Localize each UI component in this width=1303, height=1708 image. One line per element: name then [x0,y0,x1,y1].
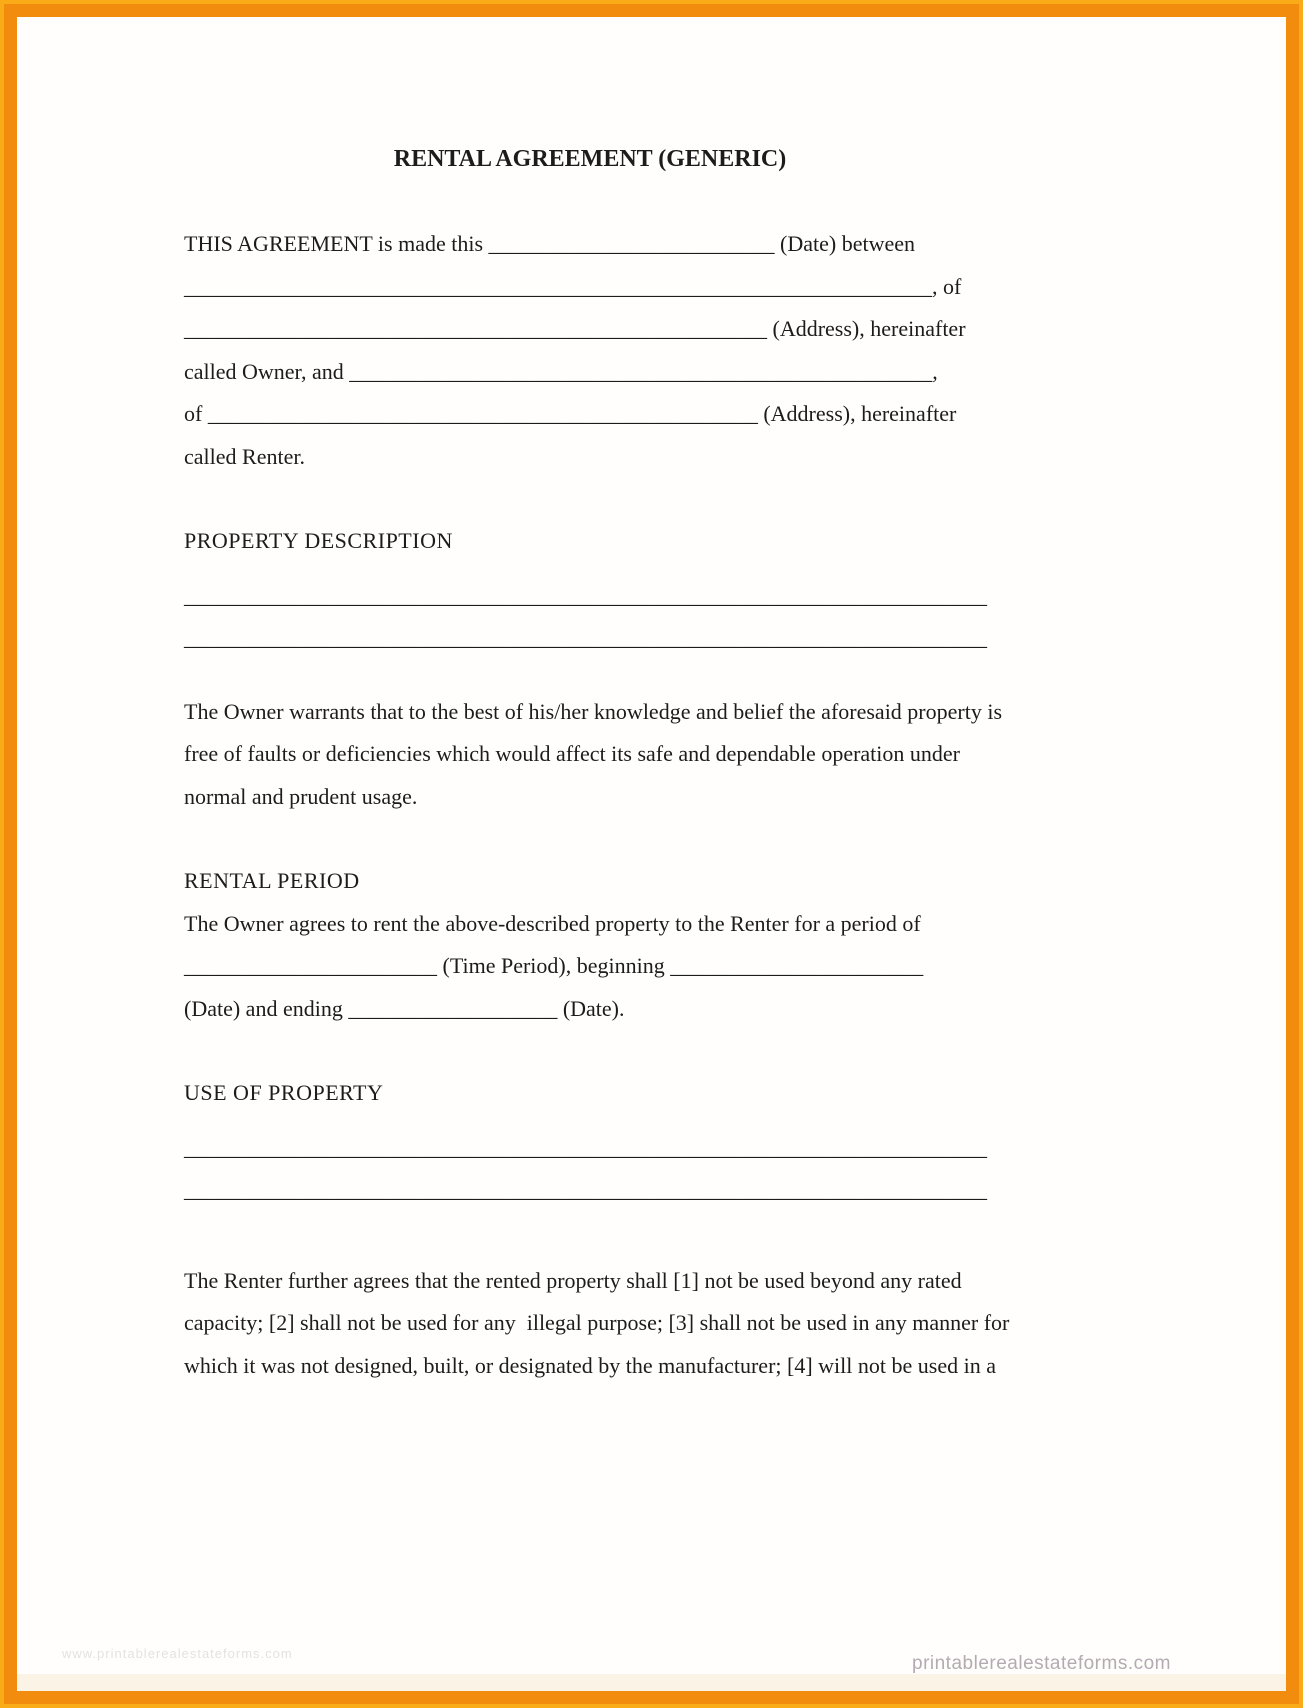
paragraph-line: normal and prudent usage. [184,783,418,809]
page-border-inner [4,4,1299,1704]
paragraph-line: (Date) and ending ___________________ (Date). [184,995,625,1021]
site-credit-text: printablerealestateforms.com [912,1653,1171,1674]
document-page [17,17,1286,1691]
intro-line: called Renter. [184,443,305,469]
intro-line: of __________________________________________________ (Address), hereinafter [184,401,957,426]
paragraph-line: which it was not designed, built, or designated by the manufacturer; [4] will not be used in a [184,1352,996,1378]
paragraph-line: capacity; [2] shall not be used for any illegal purpose; [3] shall not be used in any manner for [184,1310,1010,1335]
watermark-text: www.printablerealestateforms.com [62,1646,293,1661]
blank-line: _________________________________________________________________________ [184,582,987,608]
paragraph-line: The Owner warrants that to the best of his/her knowledge and belief the aforesaid property is [184,698,1003,724]
paragraph-line: _______________________ (Time Period), beginning _______________________ [184,953,924,978]
document-title: RENTAL AGREEMENT (GENERIC) [393,146,787,172]
section-heading-property-description: PROPERTY DESCRIPTION [184,528,453,553]
paragraph-line: The Renter further agrees that the rented property shall [1] not be used beyond any rated [184,1267,962,1293]
document-content [184,138,1010,1387]
blank-line: _________________________________________________________________________ [184,625,987,650]
paragraph-line: free of faults or deficiencies which would affect its safe and dependable operation under [184,741,960,766]
section-heading-use-of-property: USE OF PROPERTY [184,1080,384,1105]
intro-line: ____________________________________________________________________, of [184,273,962,299]
paragraph-line: The Owner agrees to rent the above-described property to the Renter for a period of [184,910,921,936]
intro-line: called Owner, and _____________________________________________________, [184,358,938,384]
intro-line: _____________________________________________________ (Address), hereinafter [184,316,966,341]
blank-line: _________________________________________________________________________ [184,1134,987,1160]
blank-line: _________________________________________________________________________ [184,1177,987,1202]
section-heading-rental-period: RENTAL PERIOD [184,868,360,893]
footer-strip [17,1674,1286,1691]
intro-line: THIS AGREEMENT is made this __________________________ (Date) between [184,231,916,256]
